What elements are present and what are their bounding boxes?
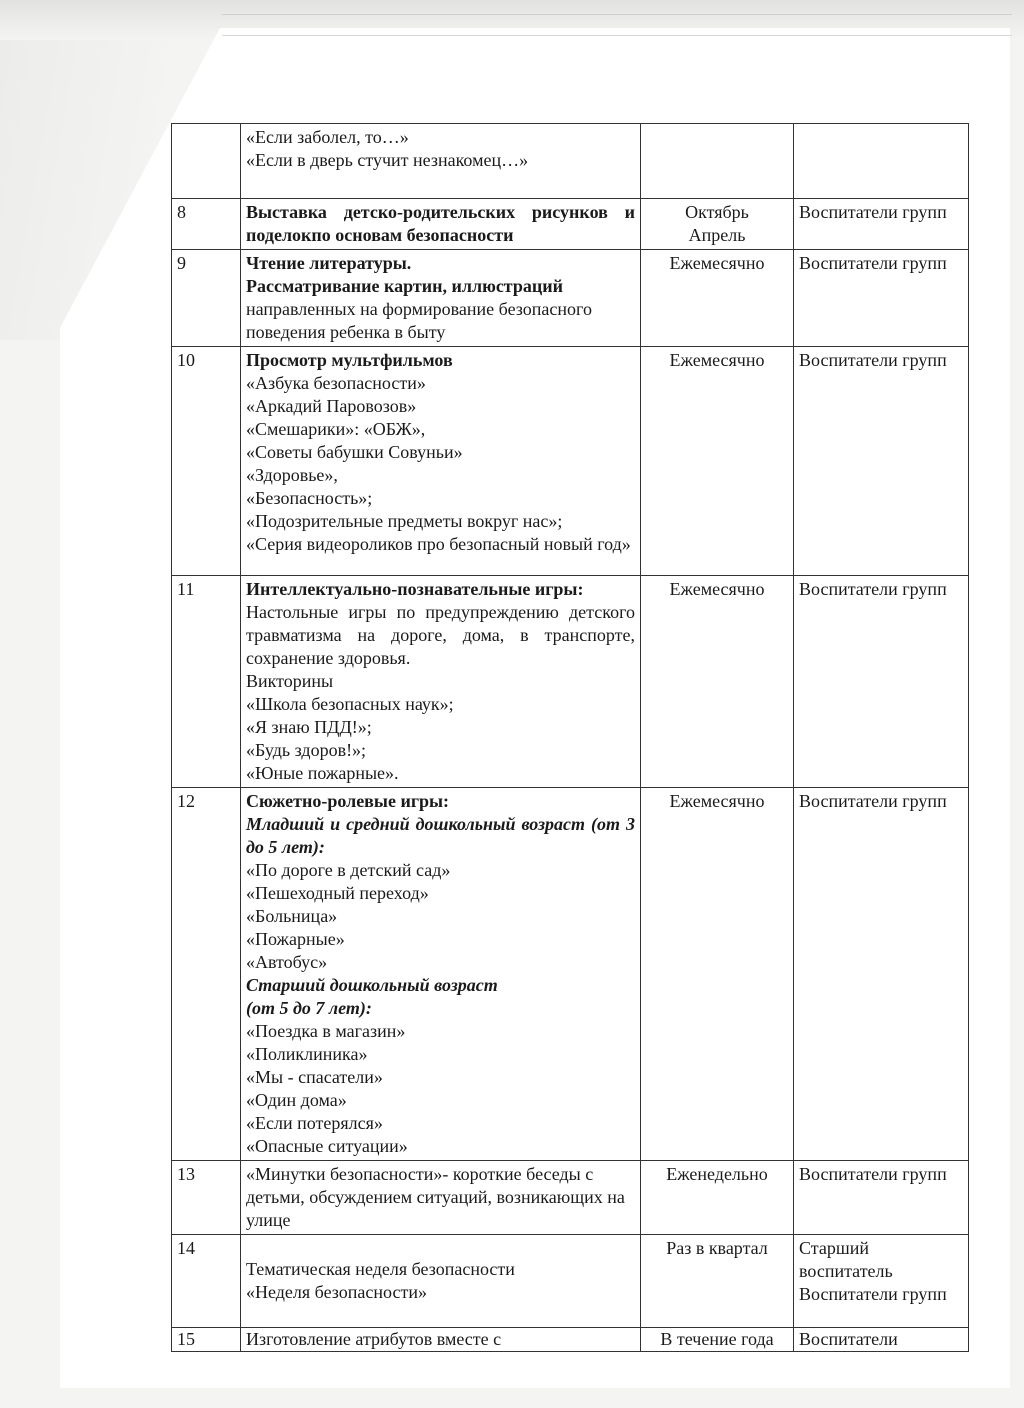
sheet-edge <box>222 14 1012 36</box>
table-row <box>172 1235 969 1328</box>
frequency-cell: Раз в квартал <box>641 1235 794 1328</box>
activity-line: «Поликлиника» <box>246 1044 368 1064</box>
activity-title: Чтение литературы. <box>246 253 412 273</box>
activity-line: «Азбука безопасности» <box>246 373 426 393</box>
activity-line: «Юные пожарные». <box>246 763 399 783</box>
row-number: 12 <box>172 788 241 1161</box>
activity-cell <box>241 250 641 347</box>
activity-line: «Если заболел, то…» <box>246 127 409 147</box>
frequency-cell <box>641 199 794 250</box>
age-group-heading: Младший и средний дошкольный возраст (от 3 до 5 лет): <box>246 814 635 857</box>
row-number: 15 <box>172 1328 241 1352</box>
activity-cell: Выставка детско-родительских рисунков и поделокпо основам безопасности <box>241 199 641 250</box>
activity-line: «Я знаю ПДД!»; <box>246 717 372 737</box>
activity-cell <box>241 124 641 199</box>
responsible-cell: Воспитатели групп <box>794 1161 969 1235</box>
activity-title: Просмотр мультфильмов <box>246 350 453 370</box>
activity-cell <box>241 788 641 1161</box>
activity-line: «Аркадий Паровозов» <box>246 396 417 416</box>
activity-line: «Безопасность»; <box>246 488 373 508</box>
activity-line: «Смешарики»: «ОБЖ», <box>246 419 426 439</box>
activity-cell: Изготовление атрибутов вместе с <box>241 1328 641 1352</box>
row-number: 14 <box>172 1235 241 1328</box>
activity-line: «Неделя безопасности» <box>246 1282 427 1302</box>
table-row <box>172 1161 969 1235</box>
activity-line: «Серия видеороликов про безопасный новый год» <box>246 534 631 554</box>
activity-cell: «Минутки безопасности»- короткие беседы с детьми, обсуждением ситуаций, возникающих на улице <box>241 1161 641 1235</box>
activity-line: «Пешеходный переход» <box>246 883 429 903</box>
activity-line: «По дороге в детский сад» <box>246 860 451 880</box>
activity-title: Сюжетно-ролевые игры: <box>246 791 450 811</box>
responsible-cell <box>794 1235 969 1328</box>
activity-text: направленных на формирование безопасного поведения ребенка в быту <box>246 299 592 342</box>
row-number: 11 <box>172 576 241 788</box>
responsible-line: Старший воспитатель <box>799 1238 893 1281</box>
activity-cell <box>241 1235 641 1328</box>
activity-line: «Больница» <box>246 906 338 926</box>
table-row <box>172 124 969 199</box>
row-number: 8 <box>172 199 241 250</box>
age-group-heading: (от 5 до 7 лет): <box>246 998 372 1018</box>
activity-line: «Если потерялся» <box>246 1113 383 1133</box>
activity-cell <box>241 576 641 788</box>
activity-line: «Пожарные» <box>246 929 345 949</box>
responsible-line: Воспитатели групп <box>799 1284 947 1304</box>
activity-line: «Советы бабушки Совуньи» <box>246 442 463 462</box>
activity-cell <box>241 347 641 576</box>
row-number: 9 <box>172 250 241 347</box>
age-group-heading: Старший дошкольный возраст <box>246 975 498 995</box>
responsible-cell: Воспитатели групп <box>794 788 969 1161</box>
activity-line: «Поездка в магазин» <box>246 1021 406 1041</box>
activity-line: «Подозрительные предметы вокруг нас»; <box>246 511 563 531</box>
frequency-cell <box>641 124 794 199</box>
activity-line: «Здоровье», <box>246 465 338 485</box>
activity-title: Интеллектуально-познавательные игры: <box>246 579 584 599</box>
activity-line: «Мы - спасатели» <box>246 1067 383 1087</box>
activity-paragraph: Настольные игры по предупреждению детского травматизма на дороге, дома, в транспорте, сохранение здоровья. <box>246 602 635 668</box>
activity-title: Рассматривание картин, иллюстраций <box>246 276 563 296</box>
frequency-cell: Ежемесячно <box>641 250 794 347</box>
activity-line: «Опасные ситуации» <box>246 1136 408 1156</box>
responsible-cell: Воспитатели групп <box>794 199 969 250</box>
activity-line: «Автобус» <box>246 952 328 972</box>
frequency-cell: Ежемесячно <box>641 788 794 1161</box>
responsible-cell <box>794 124 969 199</box>
row-number <box>172 124 241 199</box>
frequency-cell: Еженедельно <box>641 1161 794 1235</box>
table-row <box>172 347 969 576</box>
activity-plan-table <box>171 123 969 1352</box>
responsible-cell: Воспитатели групп <box>794 250 969 347</box>
table-row <box>172 250 969 347</box>
activity-line: Викторины <box>246 671 334 691</box>
table-row <box>172 788 969 1161</box>
row-number: 10 <box>172 347 241 576</box>
frequency-cell: В течение года <box>641 1328 794 1352</box>
frequency-line: Апрель <box>688 225 746 245</box>
responsible-cell: Воспитатели <box>794 1328 969 1352</box>
table-row <box>172 1328 969 1352</box>
activity-line: «Один дома» <box>246 1090 347 1110</box>
table-row <box>172 199 969 250</box>
frequency-cell: Ежемесячно <box>641 576 794 788</box>
activity-line: «Школа безопасных наук»; <box>246 694 454 714</box>
responsible-cell: Воспитатели групп <box>794 576 969 788</box>
activity-line: «Если в дверь стучит незнакомец…» <box>246 150 529 170</box>
frequency-line: Октябрь <box>685 202 749 222</box>
responsible-cell: Воспитатели групп <box>794 347 969 576</box>
activity-line: Тематическая неделя безопасности <box>246 1259 515 1279</box>
activity-line: «Будь здоров!»; <box>246 740 367 760</box>
row-number: 13 <box>172 1161 241 1235</box>
frequency-cell: Ежемесячно <box>641 347 794 576</box>
table-row <box>172 576 969 788</box>
